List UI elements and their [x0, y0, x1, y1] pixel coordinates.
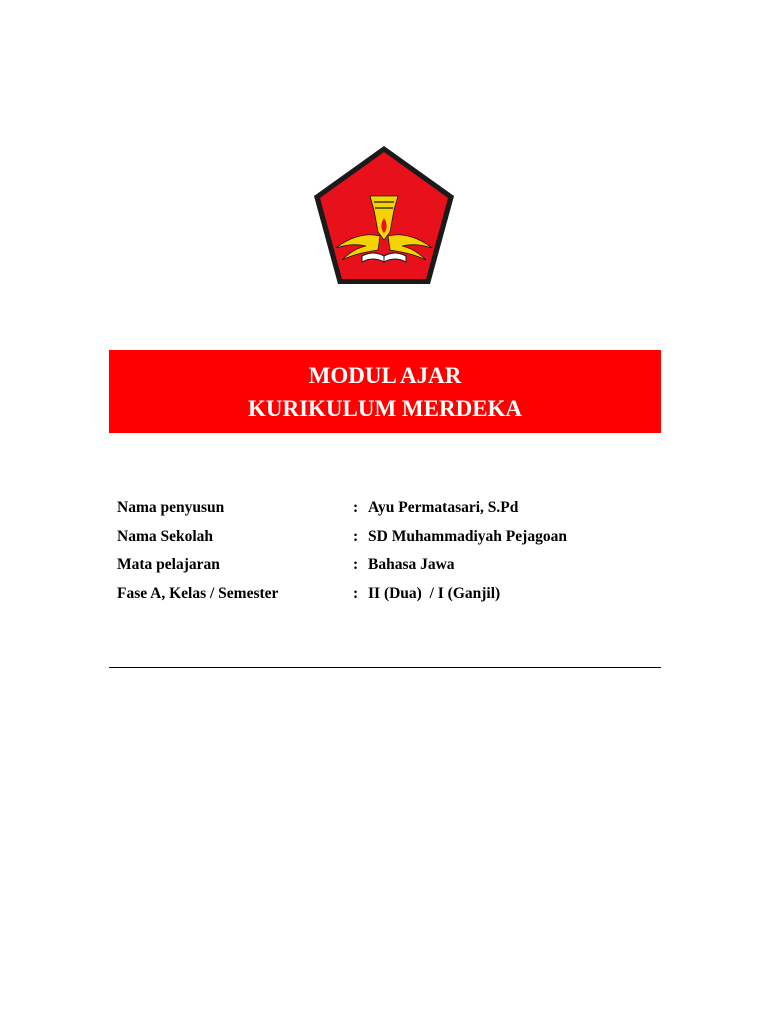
title-line-2: KURIKULUM MERDEKA	[247, 396, 523, 421]
info-label: Mata pelajaran	[117, 556, 220, 573]
info-label: Nama penyusun	[117, 499, 225, 516]
section-divider	[109, 667, 661, 668]
title-banner	[109, 350, 661, 433]
tut-wuri-handayani-logo	[308, 131, 460, 292]
logo-motto-text: TUT WURI HANDAYANI	[308, 131, 446, 143]
info-value: Bahasa Jawa	[368, 556, 455, 573]
info-colon: :	[353, 556, 359, 573]
info-label: Fase A, Kelas / Semester	[117, 584, 279, 602]
info-colon: :	[353, 527, 359, 545]
title-line-1: MODUL AJAR	[308, 363, 462, 388]
info-colon: :	[353, 584, 359, 602]
info-value: II (Dua) / I (Ganjil)	[368, 584, 501, 602]
logo-emblem-graphic	[308, 131, 460, 292]
info-colon: :	[353, 499, 359, 516]
info-value: SD Muhammadiyah Pejagoan	[368, 527, 567, 545]
info-value: Ayu Permatasari, S.Pd	[368, 499, 519, 516]
info-label: Nama Sekolah	[117, 527, 214, 545]
